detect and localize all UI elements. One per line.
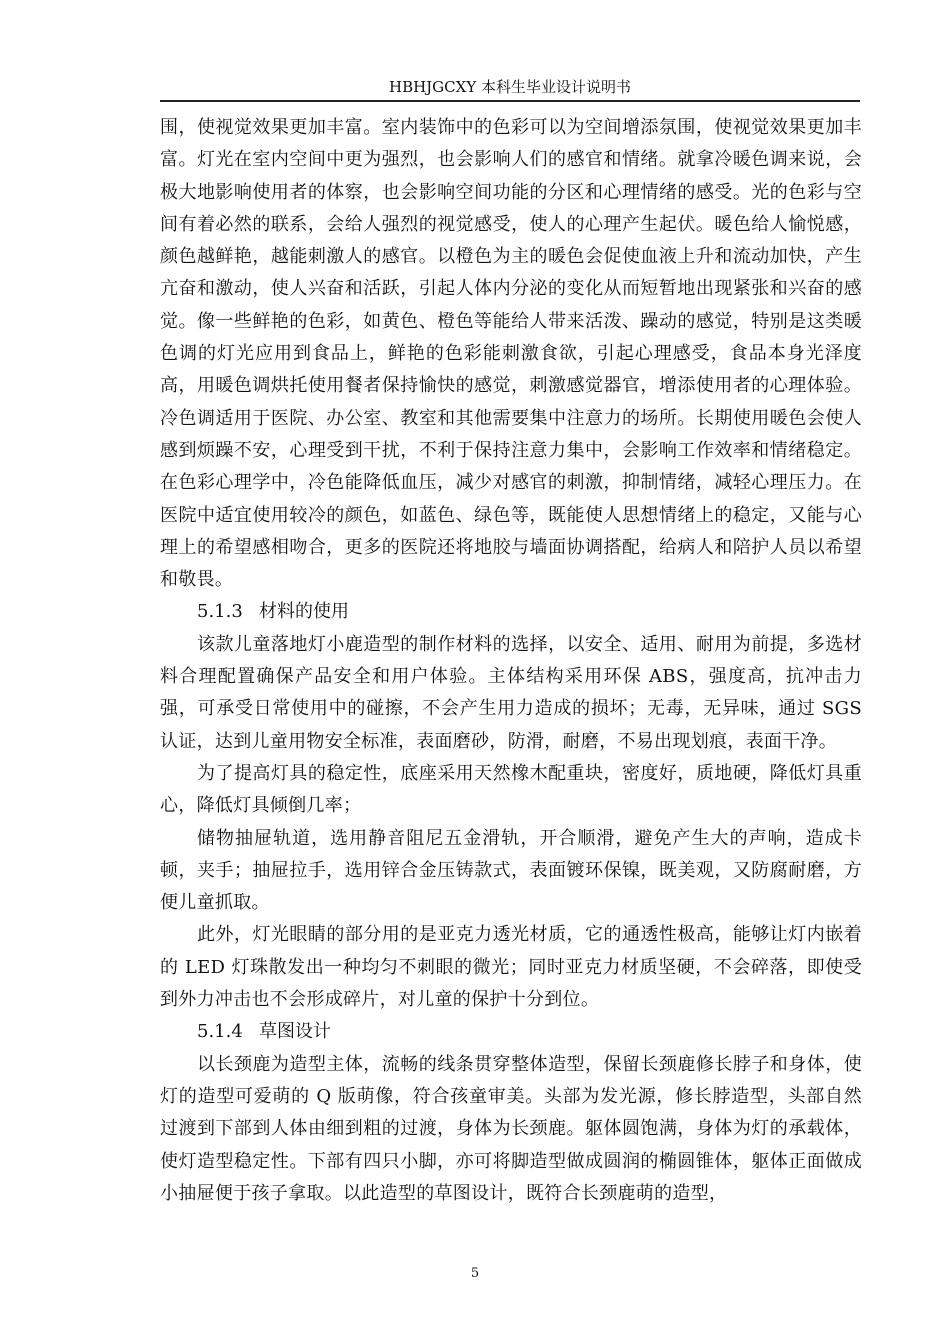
paragraph: 此外，灯光眼睛的部分用的是亚克力透光材质，它的通透性极高，能够让灯内嵌着的 LED 灯珠散发出一种均匀不刺眼的微光；同时亚克力材质坚硬，不会碎落，即使受到外力冲击也不会形成碎片，对儿童的保护十分到位。	[160, 924, 862, 1011]
section-number: 5.1.4	[197, 1021, 243, 1043]
section-title: 材料的使用	[259, 601, 349, 623]
section-heading-5-1-4	[160, 1016, 862, 1048]
page-number: 5	[470, 1266, 480, 1281]
page-body	[160, 112, 862, 1210]
paragraph: 以长颈鹿为造型主体，流畅的线条贯穿整体造型，保留长颈鹿修长脖子和身体，使灯的造型可爱萌的 Q 版萌像，符合孩童审美。头部为发光源，修长脖造型，头部自然过渡到下部到人体由细到粗的过渡，身体为长颈鹿。躯体圆饱满，身体为灯的承载体，使灯造型稳定性。下部有四只小脚，亦可将脚造型做成圆润的椭圆锥体，躯体正面做成小抽屉便于孩子拿取。以此造型的草图设计，既符合长颈鹿萌的造型，	[160, 1053, 862, 1204]
paragraph: 该款儿童落地灯小鹿造型的制作材料的选择，以安全、适用、耐用为前提，多选材料合理配置确保产品安全和用户体验。主体结构采用环保 ABS，强度高，抗冲击力强，可承受日常使用中的碰擦，不会产生用力造成的损坏；无毒，无异味，通过 SGS 认证，达到儿童用物安全标准，表面磨砂，防滑，耐磨，不易出现划痕，表面干净。	[160, 633, 862, 752]
paragraph: 为了提高灯具的稳定性，底座采用天然橡木配重块，密度好，质地硬，降低灯具重心，降低灯具倾倒几率；	[160, 762, 862, 817]
section-number: 5.1.3	[197, 601, 243, 623]
header-rule	[160, 100, 860, 102]
section-heading-5-1-3	[160, 596, 862, 628]
paragraph: 储物抽屉轨道，选用静音阻尼五金滑轨，开合顺滑，避免产生大的声响，造成卡顿，夹手；抽屉拉手，选用锌合金压铸款式，表面镀环保镍，既美观，又防腐耐磨，方便儿童抓取。	[160, 827, 862, 914]
page-header: HBHJGCXY 本科生毕业设计说明书	[388, 78, 631, 96]
section-title: 草图设计	[259, 1021, 331, 1043]
paragraph: 围，使视觉效果更加丰富。室内装饰中的色彩可以为空间增添氛围，使视觉效果更加丰富。灯光在室内空间中更为强烈，也会影响人们的感官和情绪。就拿冷暖色调来说，会极大地影响使用者的体察，也会影响空间功能的分区和心理情绪的感受。光的色彩与空间有着必然的联系，会给人强烈的视觉感受，使人的心理产生起伏。暖色给人愉悦感，颜色越鲜艳，越能刺激人的感官。以橙色为主的暖色会促使血液上升和流动加快，产生亢奋和激动，使人兴奋和活跃，引起人体内分泌的变化从而短暂地出现紧张和兴奋的感觉。像一些鲜艳的色彩，如黄色、橙色等能给人带来活泼、躁动的感觉，特别是这类暖色调的灯光应用到食品上，鲜艳的色彩能刺激食欲，引起心理感受，食品本身光泽度高，用暖色调烘托使用餐者保持愉快的感觉，刺激感觉器官，增添使用者的心理体验。冷色调适用于医院、办公室、教室和其他需要集中注意力的场所。长期使用暖色会使人感到烦躁不安，心理受到干扰，不利于保持注意力集中，会影响工作效率和情绪稳定。在色彩心理学中，冷色能降低血压，减少对感官的刺激，抑制情绪，减轻心理压力。在医院中适宜使用较冷的颜色，如蓝色、绿色等，既能使人思想情绪上的稳定，又能与心理上的希望感相吻合，更多的医院还将地胶与墙面协调搭配，给病人和陪护人员以希望和敬畏。	[160, 117, 862, 591]
